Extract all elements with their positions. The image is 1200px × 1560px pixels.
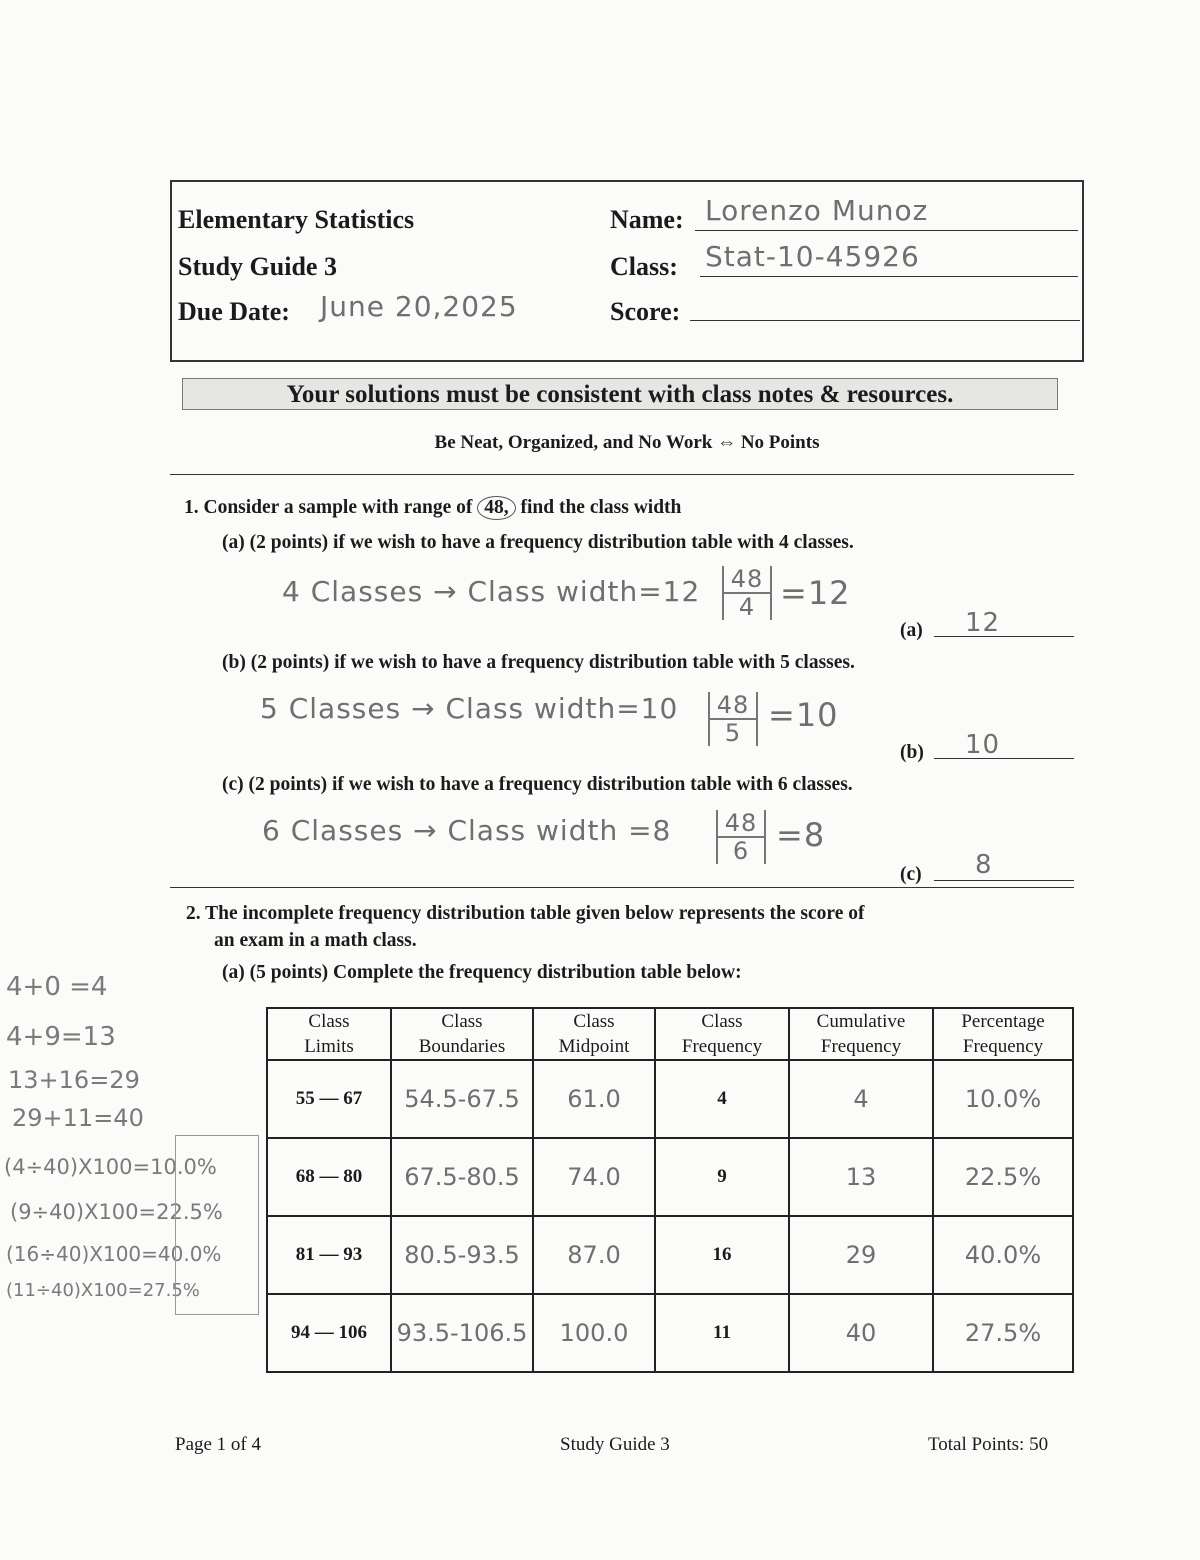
- subtitle: Be Neat, Organized, and No Work ⇔ No Points: [434, 432, 820, 453]
- q1c-fraction: [716, 810, 766, 864]
- margin-line1: 4+0 =4: [6, 972, 108, 1002]
- course-title: Elementary Statistics: [178, 205, 415, 234]
- q1c-den: 6: [732, 837, 750, 865]
- table-row: [267, 1060, 1073, 1138]
- table-header-row: [267, 1008, 1073, 1060]
- q1a-num: 48: [724, 566, 770, 594]
- margin-pct2: (9÷40)X100=22.5%: [10, 1200, 223, 1224]
- cell-cumulative: 29: [789, 1216, 933, 1294]
- cell-limits: 55 — 67: [267, 1060, 391, 1138]
- q1b-answer: 10: [965, 730, 1001, 760]
- cell-percentage: 22.5%: [933, 1138, 1073, 1216]
- q1-prompt: [184, 496, 681, 520]
- q1a-work: 4 Classes → Class width=12: [282, 575, 701, 608]
- q2-prompt-line2: an exam in a math class.: [214, 930, 417, 951]
- q1b-answer-line: [934, 734, 1074, 759]
- table-row: [267, 1294, 1073, 1372]
- q1a-answer: 12: [965, 608, 1001, 638]
- q1a-result: =12: [780, 574, 851, 612]
- guide-title: Study Guide 3: [178, 252, 337, 281]
- notice-banner: Your solutions must be consistent with class notes & resources.: [182, 378, 1058, 410]
- q1-prompt-post: find the class width: [520, 497, 682, 518]
- header-class-limits: Class Limits: [267, 1008, 391, 1060]
- q1a-fraction: [722, 566, 772, 620]
- cell-boundaries: 93.5-106.5: [391, 1294, 533, 1372]
- cell-boundaries: 54.5-67.5: [391, 1060, 533, 1138]
- score-line: [690, 290, 1080, 321]
- q2-prompt-line1: 2. The incomplete frequency distribution table given below represents the score of: [186, 903, 865, 924]
- header-class-midpoint: Class Midpoint: [533, 1008, 655, 1060]
- q1b-result: =10: [768, 696, 839, 734]
- class-label: Class:: [610, 252, 678, 281]
- q1b-text: (b) (2 points) if we wish to have a frequency distribution table with 5 classes.: [222, 652, 855, 673]
- cell-boundaries: 67.5-80.5: [391, 1138, 533, 1216]
- q1c-work: 6 Classes → Class width =8: [262, 814, 672, 847]
- score-label: Score:: [610, 297, 681, 326]
- margin-line4: 29+11=40: [12, 1104, 144, 1132]
- cell-midpoint: 100.0: [533, 1294, 655, 1372]
- cell-midpoint: 74.0: [533, 1138, 655, 1216]
- q1-range: 48,: [477, 496, 515, 520]
- cell-frequency: 11: [655, 1294, 789, 1372]
- margin-line3: 13+16=29: [8, 1066, 140, 1094]
- q1b-num: 48: [710, 692, 756, 720]
- q1a-label: (a): [900, 620, 923, 641]
- table-row: [267, 1138, 1073, 1216]
- cell-cumulative: 13: [789, 1138, 933, 1216]
- q1a-den: 4: [738, 593, 756, 621]
- frequency-table: [266, 1007, 1074, 1373]
- margin-pct1: (4÷40)X100=10.0%: [4, 1155, 217, 1179]
- header-class-boundaries: Class Boundaries: [391, 1008, 533, 1060]
- q1c-answer: 8: [975, 850, 993, 880]
- q2-part-a: (a) (5 points) Complete the frequency distribution table below:: [222, 962, 742, 983]
- q1b-den: 5: [724, 719, 742, 747]
- class-value: Stat-10-45926: [705, 240, 920, 273]
- cell-frequency: 9: [655, 1138, 789, 1216]
- footer-page: Page 1 of 4: [175, 1434, 262, 1455]
- header-cumulative-frequency: Cumulative Frequency: [789, 1008, 933, 1060]
- name-value: Lorenzo Munoz: [705, 194, 929, 227]
- q1b-fraction: [708, 692, 758, 746]
- cell-frequency: 16: [655, 1216, 789, 1294]
- cell-frequency: 4: [655, 1060, 789, 1138]
- cell-midpoint: 61.0: [533, 1060, 655, 1138]
- rule-middle: [170, 887, 1074, 888]
- margin-box: [175, 1135, 259, 1315]
- q1a-text: (a) (2 points) if we wish to have a frequency distribution table with 4 classes.: [222, 532, 854, 553]
- q1b-label: (b): [900, 742, 924, 763]
- rule-top: [170, 474, 1074, 475]
- margin-pct3: (16÷40)X100=40.0%: [6, 1242, 222, 1266]
- q1c-answer-line: [934, 856, 1074, 881]
- q1a-answer-line: [934, 612, 1074, 637]
- cell-cumulative: 4: [789, 1060, 933, 1138]
- footer-points: Total Points: 50: [928, 1434, 1049, 1455]
- cell-boundaries: 80.5-93.5: [391, 1216, 533, 1294]
- q1c-label: (c): [900, 864, 922, 885]
- cell-limits: 94 — 106: [267, 1294, 391, 1372]
- header-percentage-frequency: Percentage Frequency: [933, 1008, 1073, 1060]
- name-label: Name:: [610, 205, 684, 234]
- q1b-work: 5 Classes → Class width=10: [260, 692, 679, 725]
- cell-limits: 68 — 80: [267, 1138, 391, 1216]
- footer-center: Study Guide 3: [560, 1434, 670, 1455]
- header-class-frequency: Class Frequency: [655, 1008, 789, 1060]
- cell-midpoint: 87.0: [533, 1216, 655, 1294]
- q1-prompt-pre: 1. Consider a sample with range of: [184, 497, 473, 518]
- table-row: [267, 1216, 1073, 1294]
- margin-pct4: (11÷40)X100=27.5%: [6, 1280, 200, 1301]
- due-date-value: June 20,2025: [320, 290, 518, 323]
- q1c-result: =8: [776, 816, 826, 854]
- cell-percentage: 40.0%: [933, 1216, 1073, 1294]
- cell-percentage: 10.0%: [933, 1060, 1073, 1138]
- cell-cumulative: 40: [789, 1294, 933, 1372]
- cell-limits: 81 — 93: [267, 1216, 391, 1294]
- cell-percentage: 27.5%: [933, 1294, 1073, 1372]
- due-date-label: Due Date:: [178, 297, 290, 326]
- margin-line2: 4+9=13: [6, 1022, 116, 1052]
- q1c-num: 48: [718, 810, 764, 838]
- q1c-text: (c) (2 points) if we wish to have a frequency distribution table with 6 classes.: [222, 774, 853, 795]
